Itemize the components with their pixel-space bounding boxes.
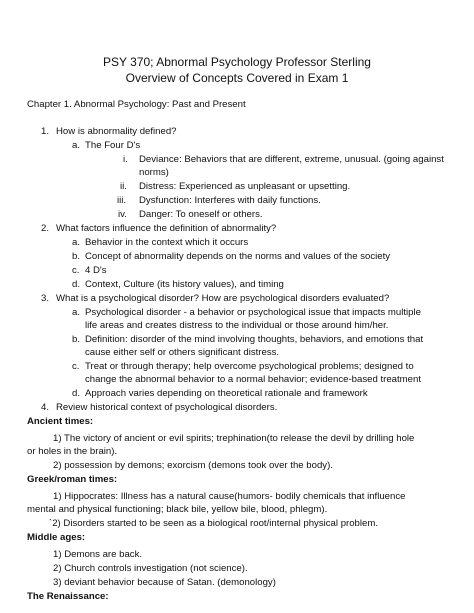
q3-b-line1: Definition: disorder of the mind involving thoughts, behaviors, and emotions that (85, 334, 424, 345)
q2-d-text: Context, Culture (its history values), and timing (85, 279, 284, 290)
q3-d-line1: Approach varies depending on theoretical rationale and framework (85, 388, 368, 399)
q1-item-1-text: Deviance: Behaviors that are different, extreme, unusual. (going against (139, 154, 444, 165)
q1-item-3-number: iii. (117, 195, 127, 206)
q1-item-1-number: i. (123, 154, 128, 165)
q1-item-1-continued: norms) (139, 167, 169, 178)
q4-text: Review historical context of psychological disorders. (56, 402, 278, 413)
q2-b-label: b. (72, 251, 81, 262)
greek-p1-line1: 1) Hippocrates: Illness has a natural cause(humors- bodily chemicals that influence (53, 491, 406, 502)
q3-a-line1: Psychological disorder - a behavior or psychological issue that impacts multiple (85, 307, 421, 318)
q2-a-label: a. (72, 237, 81, 248)
q3-b-line2: cause either self or others significant distress. (85, 347, 280, 358)
greek-roman-heading: Greek/roman times: (27, 474, 118, 485)
greek-p1-line2: mental and physical functioning; black bile, yellow bile, blood, phlegm). (27, 504, 328, 515)
document-title-line2: Overview of Concepts Covered in Exam 1 (125, 71, 349, 85)
ancient-p1-line2: or holes in the brain). (27, 446, 118, 457)
greek-p2: `2) Disorders started to be seen as a biological root/internal physical problem. (49, 518, 379, 529)
q1-a-label: a. (72, 140, 81, 151)
q3-a-line2: life areas and creates distress to the individual or those around him/her. (85, 320, 389, 331)
q2-d-label: d. (72, 279, 81, 290)
q2-c-label: c. (72, 265, 80, 276)
q2-b-text: Concept of abnormality depends on the norms and values of the society (85, 251, 391, 262)
q3-a-label: a. (72, 307, 81, 318)
q1-a-text: The Four D's (85, 140, 141, 151)
renaissance-heading: The Renaissance: (27, 591, 109, 602)
q3-text: What is a psychological disorder? How are psychological disorders evaluated? (56, 293, 390, 304)
q4-number: 4. (41, 402, 50, 413)
q2-a-text: Behavior in the context which it occurs (85, 237, 249, 248)
ancient-p1-line1: 1) The victory of ancient or evil spirits; trephination(to release the devil by drilling hole (53, 433, 415, 444)
q1-item-3-text: Dysfunction: Interferes with daily functions. (139, 195, 321, 206)
q1-item-2-text: Distress: Experienced as unpleasant or upsetting. (139, 181, 351, 192)
q1-item-4-number: iv. (118, 209, 127, 220)
ancient-times-heading: Ancient times: (27, 416, 94, 427)
q1-item-4-text: Danger: To oneself or others. (139, 209, 263, 220)
q3-b-label: b. (72, 334, 81, 345)
q1-item-2-number: ii. (120, 181, 127, 192)
q3-c-label: c. (72, 361, 80, 372)
q2-number: 2. (41, 223, 50, 234)
document-title-line1: PSY 370; Abnormal Psychology Professor Sterling (103, 55, 371, 69)
q3-d-label: d. (72, 388, 81, 399)
middle-ages-heading: Middle ages: (27, 532, 86, 543)
q3-number: 3. (41, 293, 50, 304)
middle-item-2: 2) Church controls investigation (not science). (53, 563, 248, 574)
middle-item-3: 3) deviant behavior because of Satan. (demonology) (53, 577, 276, 588)
q3-c-line1: Treat or through therapy; help overcome psychological problems; designed to (85, 361, 414, 372)
middle-item-1: 1) Demons are back. (53, 549, 143, 560)
q2-text: What factors influence the definition of abnormality? (56, 223, 277, 234)
q3-c-line2: change the abnormal behavior to a normal behavior; evidence-based treatment (85, 374, 421, 385)
q2-c-text: 4 D's (85, 265, 107, 276)
chapter-heading: Chapter 1. Abnormal Psychology: Past and Present (27, 99, 246, 110)
q1-number: 1. (41, 126, 50, 137)
ancient-p2: 2) possession by demons; exorcism (demons took over the body). (53, 460, 333, 471)
q1-text: How is abnormality defined? (56, 126, 177, 137)
